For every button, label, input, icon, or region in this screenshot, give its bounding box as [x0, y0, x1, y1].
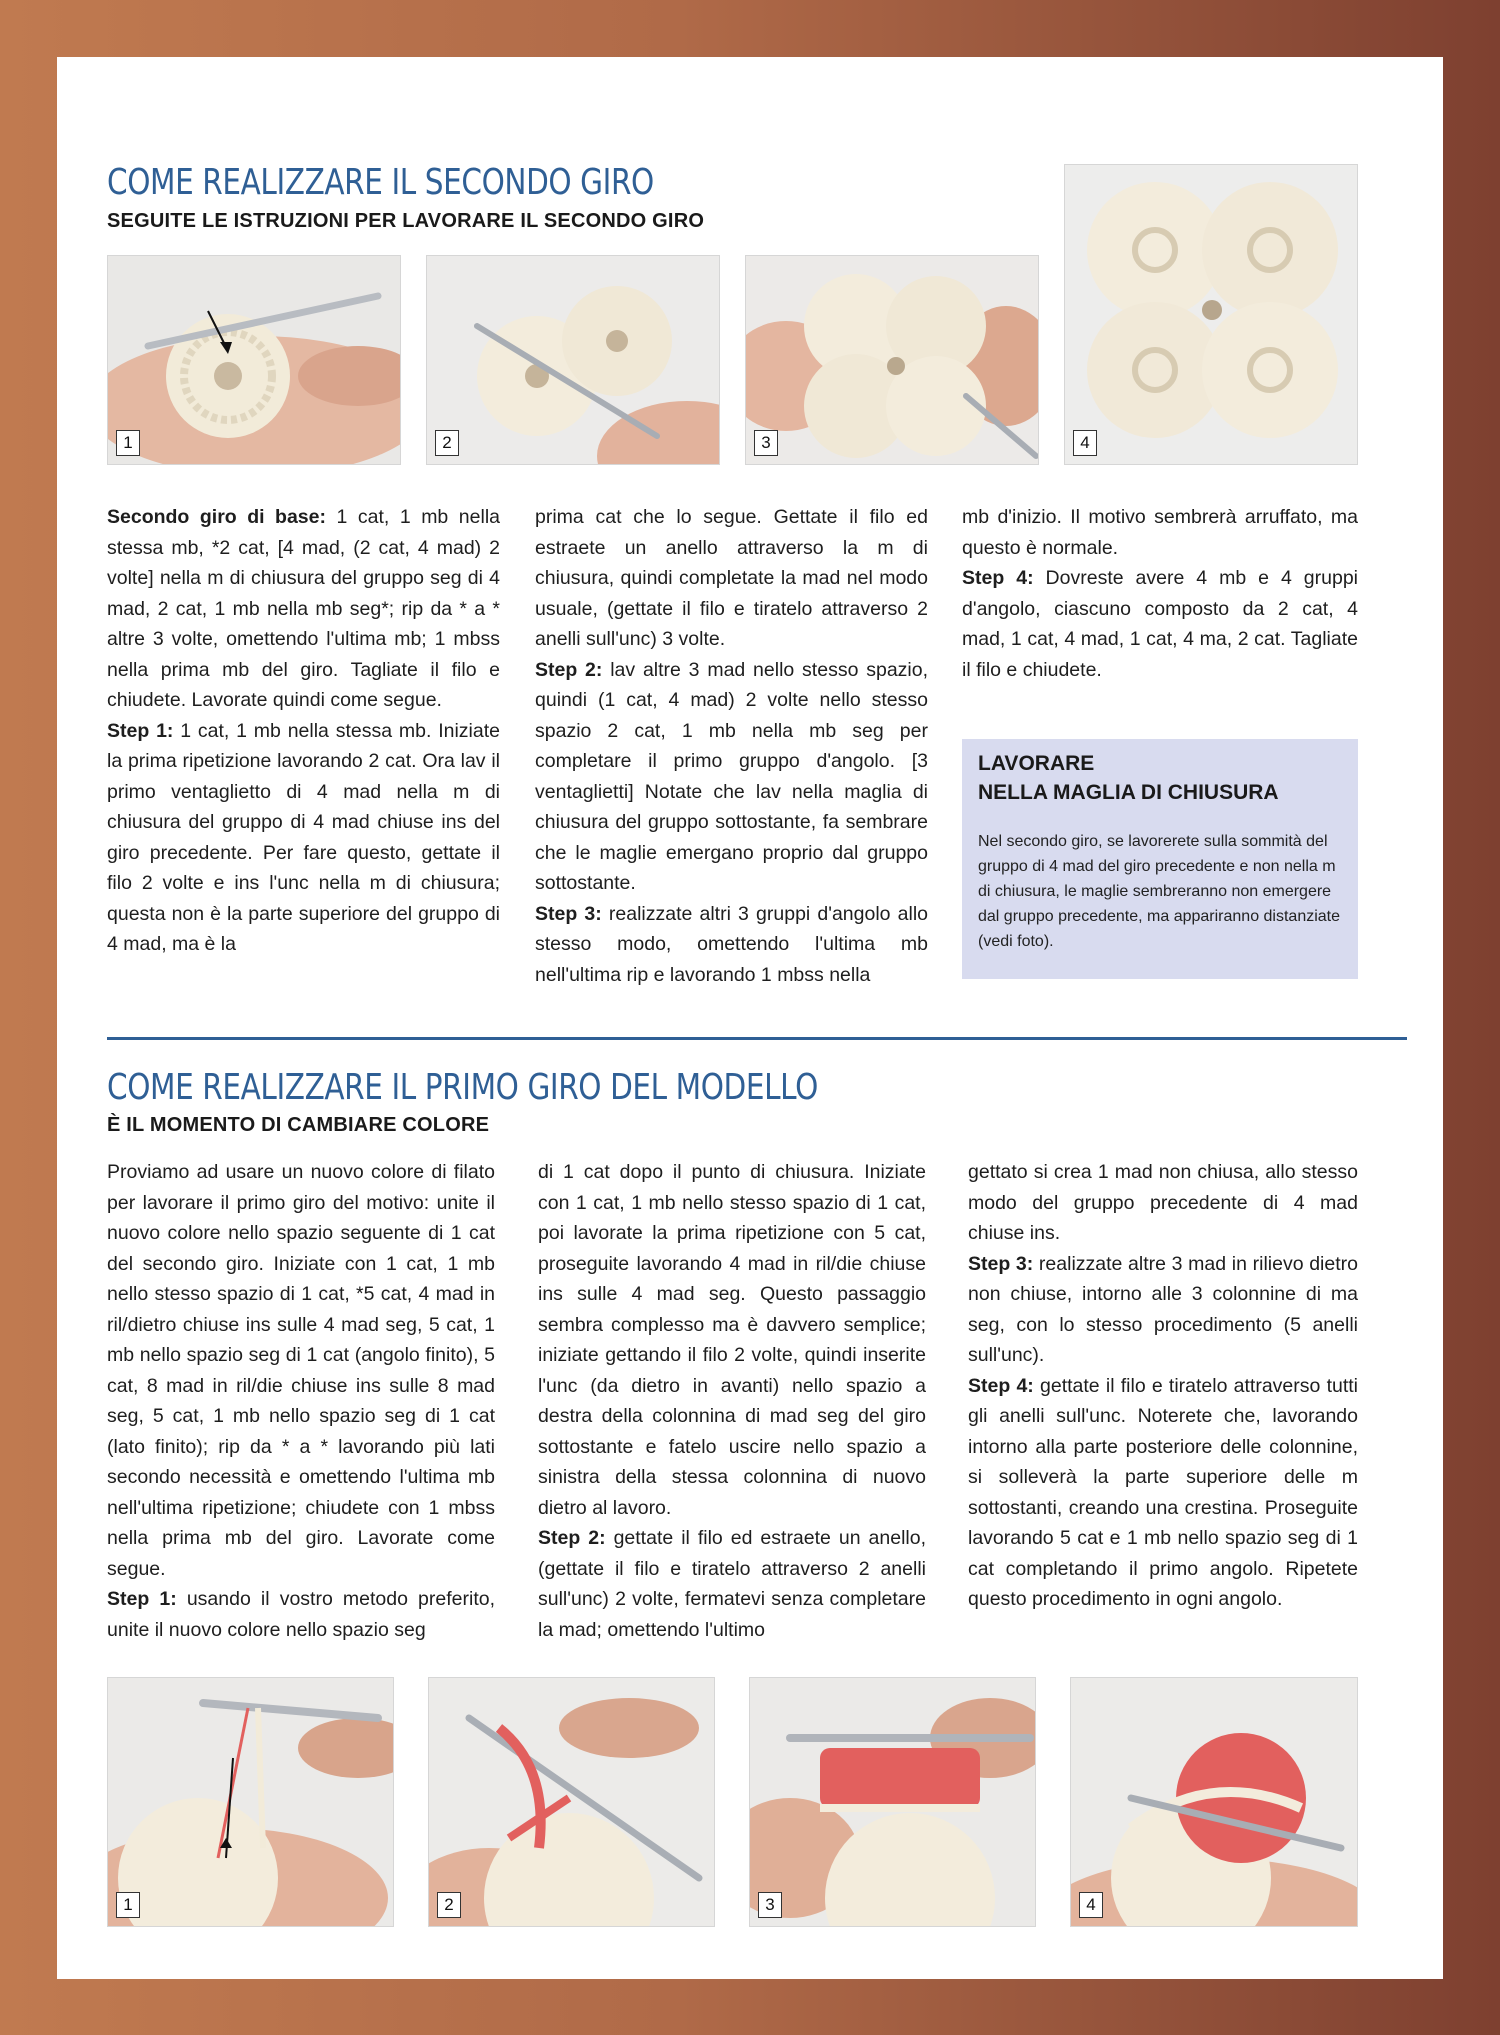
section1-column-2 — [535, 502, 928, 990]
section2-title: COME REALIZZARE IL PRIMO GIRO DEL MODELLO — [107, 1067, 818, 1108]
section1-title: COME REALIZZARE IL SECONDO GIRO — [107, 162, 654, 203]
paragraph: Step 4: Dovreste avere 4 mb e 4 gruppi d'angolo, ciascuno composto da 2 cat, 4 mad, 1 cat, 4 mad, 1 cat, 4 ma, 2 cat. Tagliate il filo e chiudete. — [962, 567, 1359, 681]
section2-photo-3 — [749, 1677, 1036, 1927]
paragraph: Proviamo ad usare un nuovo colore di filato per lavorare il primo giro del motivo: unite il nuovo colore nello spazio seguente di 1 cat del secondo giro. Iniziate con 1 cat, 1 mb nello stesso spazio di 1 cat, *5 cat, 4 mad in ril/dietro chiuse ins sulle 4 mad seg, 5 cat, 1 mb nello spazio seg di 1 cat (angolo finito), 5 cat, 8 mad in ril/die chiuse ins sulle 8 mad seg, 5 cat, 1 mb nello spazio seg di 1 cat (lato finito); rip da * a * lavorando più lati secondo necessità e omettendo l'ultima mb nell'ultima ripetizione; chiudete con 1 mbss nella prima mb del giro. Lavorate come segue. — [107, 1161, 495, 1580]
paragraph: Step 3: realizzate altri 3 gruppi d'angolo allo stesso modo, omettendo l'ultima mb nell'ultima rip e lavorando 1 mbss nella — [535, 902, 929, 986]
section2-photo-1 — [107, 1677, 394, 1927]
section-divider — [107, 1037, 1407, 1040]
section1-photo-2 — [426, 255, 720, 465]
photo-number: 4 — [1079, 1892, 1103, 1918]
paragraph: Step 2: gettate il filo ed estraete un anello, (gettate il filo e tiratelo attraverso 2 anelli sull'unc) 2 volte, fermatevi senza completare la mad; omettendo l'ultimo — [538, 1527, 927, 1641]
photo-number: 1 — [116, 1892, 140, 1918]
magazine-page — [57, 57, 1443, 1979]
paragraph: Step 1: 1 cat, 1 mb nella stessa mb. Iniziate la prima ripetizione lavorando 2 cat. Ora lav il primo ventaglietto di 4 mad nella m di chiusura del gruppo di 4 mad chiuse ins del giro precedente. Per fare questo, gettate il filo 2 volte e ins l'unc nella m di chiusura; questa non è la parte superiore del gruppo di 4 mad, ma è la — [107, 719, 501, 955]
section2-column-1 — [107, 1157, 495, 1645]
paragraph: prima cat che lo segue. Gettate il filo ed estraete un anello attraverso la m di chiusura, quindi completate la mad nel modo usuale, (gettate il filo e tiratelo attraverso 2 anelli sull'unc) 3 volte. — [535, 506, 928, 650]
photo-number: 3 — [754, 430, 778, 456]
section2-subtitle: È IL MOMENTO DI CAMBIARE COLORE — [107, 1114, 490, 1136]
paragraph: gettato si crea 1 mad non chiusa, allo stesso modo del gruppo precedente di 4 mad chiuse ins. — [968, 1161, 1358, 1244]
tip-box-body: Nel secondo giro, se lavorerete sulla sommità del gruppo di 4 mad del giro precedente e non nella m di chiusura, le maglie sembreranno non emergere dal gruppo precedente, ma appariranno distanziate (vedi foto). — [978, 833, 1341, 950]
section2-column-3 — [968, 1157, 1358, 1615]
section1-column-1 — [107, 502, 500, 960]
section1-photo-3 — [745, 255, 1039, 465]
photo-number: 2 — [437, 1892, 461, 1918]
tip-box — [962, 739, 1358, 979]
paragraph: Step 2: lav altre 3 mad nello stesso spazio, quindi (1 cat, 4 mad) 2 volte nello stesso spazio 2 cat, 1 mb nella mb seg per completare il primo gruppo d'angolo. [3 ventaglietti] Notate che lav nella maglia di chiusura del gruppo sottostante, fa sembrare che le maglie emergano proprio dal gruppo sottostante. — [535, 658, 929, 894]
section1-photo-1 — [107, 255, 401, 465]
section2-photo-4 — [1070, 1677, 1358, 1927]
section1-column-3 — [962, 502, 1358, 685]
photo-number: 2 — [435, 430, 459, 456]
photo-number: 4 — [1073, 430, 1097, 456]
paragraph: Step 3: realizzate altre 3 mad in rilievo dietro non chiuse, intorno alle 3 colonnine di ma seg, con lo stesso procedimento (5 anelli sull'unc). — [968, 1252, 1358, 1366]
paragraph: di 1 cat dopo il punto di chiusura. Iniziate con 1 cat, 1 mb nello stesso spazio di 1 cat, poi lavorate la prima ripetizione con 5 cat, proseguite lavorando 4 mad in ril/die chiuse ins sulle 4 mad seg. Questo passaggio sembra complesso ma è davvero semplice; iniziate gettando il filo 2 volte, quindi inserite l'unc (da dietro in avanti) nello spazio a destra della colonnina di mad seg del giro sottostante e fatelo uscire nello spazio a sinistra della stessa colonnina di nuovo dietro al lavoro. — [538, 1161, 926, 1519]
section1-photo-4 — [1064, 164, 1358, 465]
paragraph: Secondo giro di base: 1 cat, 1 mb nella stessa mb, *2 cat, [4 mad, (2 cat, 4 mad) 2 volte] nella m di chiusura del gruppo seg di 4 mad, 2 cat, 1 mb nella mb seg*; rip da * a * altre 3 volte, omettendo l'ultima mb; 1 mbss nella prima mb del giro. Tagliate il filo e chiudete. Lavorate quindi come segue. — [107, 506, 500, 711]
paragraph: mb d'inizio. Il motivo sembrerà arruffato, ma questo è normale. — [962, 506, 1358, 559]
section1-subtitle: SEGUITE LE ISTRUZIONI PER LAVORARE IL SECONDO GIRO — [107, 210, 705, 232]
tip-box-title: LAVORARE NELLA MAGLIA DI CHIUSURA — [978, 752, 1279, 804]
section2-column-2 — [538, 1157, 926, 1645]
photo-number: 1 — [116, 430, 140, 456]
photo-number: 3 — [758, 1892, 782, 1918]
paragraph: Step 4: gettate il filo e tiratelo attraverso tutti gli anelli sull'unc. Noterete che, lavorando intorno alla parte posteriore delle colonnine, si solleverà la parte superiore delle m sottostanti, creando una crestina. Proseguite lavorando 5 cat e 1 mb nello spazio seg di 1 cat completando il primo angolo. Ripetete questo procedimento in ogni angolo. — [968, 1374, 1359, 1610]
paragraph: Step 1: usando il vostro metodo preferito, unite il nuovo colore nello spazio seg — [107, 1588, 496, 1641]
section2-photo-2 — [428, 1677, 715, 1927]
